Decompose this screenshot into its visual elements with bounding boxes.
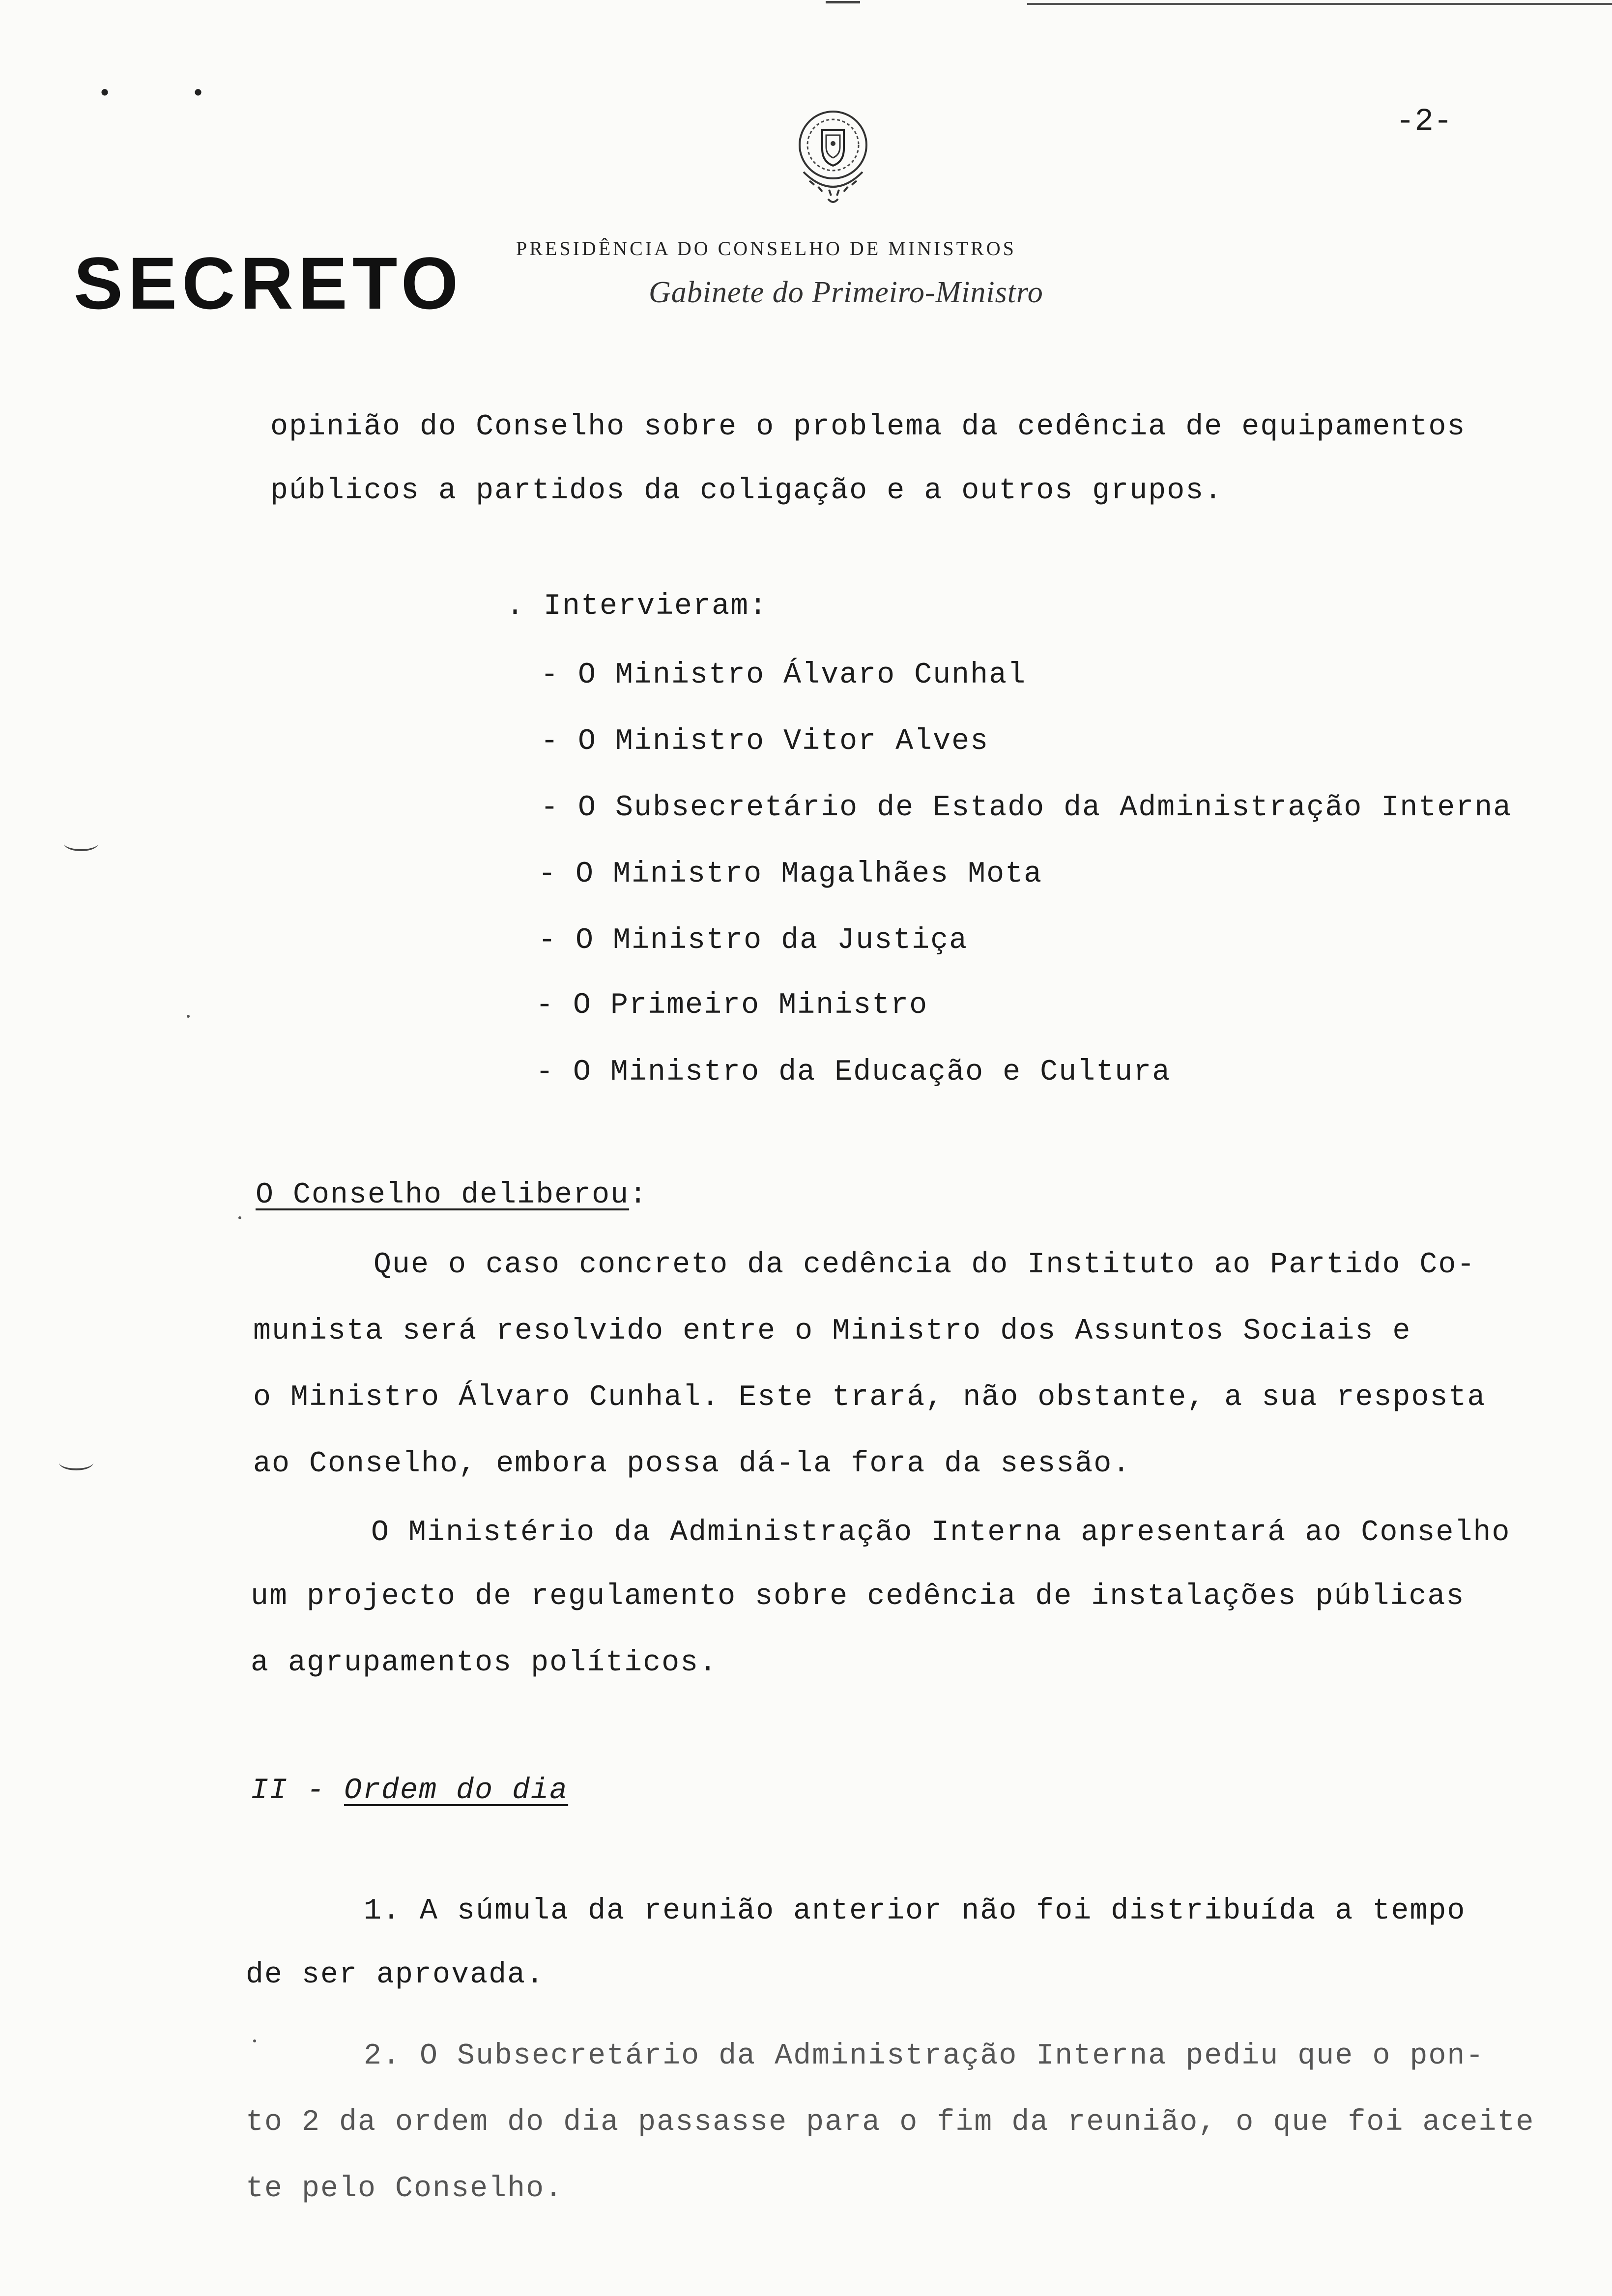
scan-artifact	[253, 2039, 256, 2042]
speaker-item: - O Ministro Vitor Alves	[541, 725, 989, 758]
scan-mark: •	[194, 79, 202, 105]
paragraph-line: to 2 da ordem do dia passasse para o fim da reunião, o que foi aceite	[246, 2106, 1535, 2139]
paragraph-line: públicos a partidos da coligação e a outros grupos.	[270, 474, 1223, 508]
paragraph-line: Que o caso concreto da cedência do Instituto ao Partido Co-	[374, 1248, 1476, 1282]
section-title: Ordem do dia	[344, 1774, 569, 1808]
office-subtitle: Gabinete do Primeiro-Ministro	[649, 276, 1043, 309]
scan-mark: •	[101, 79, 109, 105]
scan-artifact	[238, 1216, 241, 1219]
paragraph-line: te pelo Conselho.	[246, 2172, 564, 2206]
scan-artifact	[64, 835, 98, 851]
speaker-item: - O Ministro da Justiça	[538, 924, 968, 957]
speaker-item: - O Ministro Magalhães Mota	[538, 858, 1043, 891]
deliberation-heading-line	[256, 1178, 648, 1212]
speaker-item: - O Primeiro Ministro	[536, 989, 928, 1022]
paragraph-line: a agrupamentos políticos.	[251, 1646, 718, 1680]
page-number: -2-	[1396, 104, 1453, 140]
intervened-label: . Intervieram:	[506, 590, 768, 623]
section-heading	[251, 1774, 568, 1808]
deliberation-heading: O Conselho deliberou	[256, 1178, 630, 1212]
speaker-item: - O Ministro da Educação e Cultura	[536, 1056, 1171, 1089]
coat-of-arms-icon	[784, 98, 882, 211]
paragraph-line: um projecto de regulamento sobre cedência de instalações públicas	[251, 1580, 1465, 1613]
paragraph-line: de ser aprovada.	[246, 1958, 545, 1992]
office-heading: PRESIDÊNCIA DO CONSELHO DE MINISTROS	[516, 237, 1016, 259]
deliberation-colon: :	[629, 1178, 648, 1212]
section-prefix: II -	[251, 1774, 345, 1808]
speaker-item: - O Subsecretário de Estado da Administração Interna	[541, 791, 1512, 825]
paragraph-line: 2. O Subsecretário da Administração Interna pediu que o pon-	[364, 2039, 1485, 2073]
paragraph-line: ao Conselho, embora possa dá-la fora da sessão.	[253, 1447, 1131, 1481]
paragraph-line: opinião do Conselho sobre o problema da cedência de equipamentos	[270, 410, 1466, 444]
paragraph-line: munista será resolvido entre o Ministro dos Assuntos Sociais e	[253, 1315, 1411, 1348]
paragraph-line: O Ministério da Administração Interna apresentará ao Conselho	[371, 1516, 1511, 1550]
paragraph-line: 1. A súmula da reunião anterior não foi distribuída a tempo	[364, 1894, 1466, 1928]
top-edge-dash	[826, 1, 860, 3]
classification-stamp: SECRETO	[74, 242, 463, 324]
paragraph-line: o Ministro Álvaro Cunhal. Este trará, não obstante, a sua resposta	[253, 1381, 1486, 1414]
scan-artifact	[187, 1015, 190, 1018]
scan-artifact	[59, 1455, 93, 1470]
speaker-item: - O Ministro Álvaro Cunhal	[541, 659, 1027, 692]
top-edge-line	[1027, 3, 1612, 5]
